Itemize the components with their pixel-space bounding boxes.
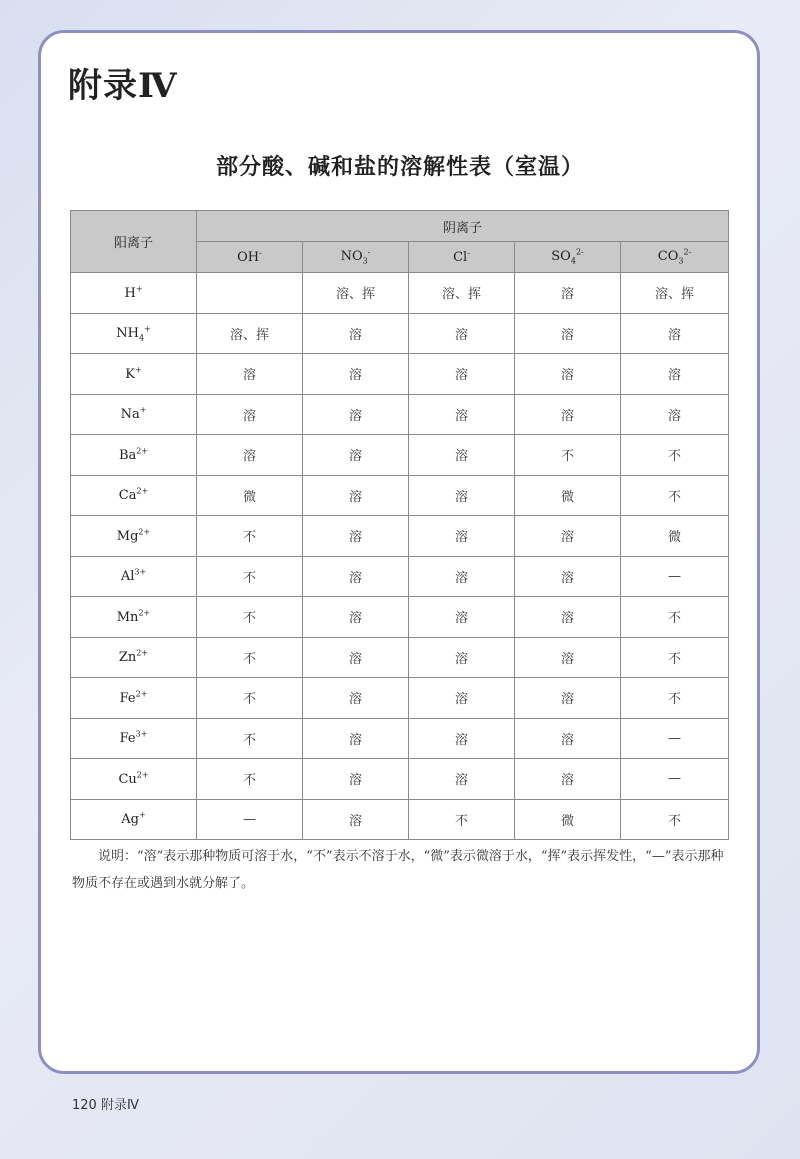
anion-formula: OH- (237, 248, 262, 266)
anion-formula: $SO_4^{2-}$ (551, 248, 584, 266)
anion-column-header (621, 242, 729, 273)
solubility-cell: — (621, 556, 729, 597)
cation-formula: $Al^{3+}$ (120, 568, 147, 585)
cation-formula: $Ba^{2+}$ (118, 446, 149, 463)
anion-column-header (303, 242, 409, 273)
solubility-cell: 溶 (303, 678, 409, 719)
solubility-cell: 溶 (409, 637, 515, 678)
solubility-cell: 溶 (303, 354, 409, 395)
solubility-table (70, 210, 729, 840)
cation-cell (71, 678, 197, 719)
table-row (71, 273, 729, 314)
cation-formula: $Fe^{2+}$ (119, 689, 148, 706)
solubility-cell: 溶 (515, 718, 621, 759)
solubility-cell: 溶 (303, 475, 409, 516)
cation-formula: Ag+ (121, 811, 146, 828)
solubility-cell: 不 (621, 597, 729, 638)
solubility-cell: 溶 (303, 516, 409, 557)
solubility-cell: 溶 (409, 597, 515, 638)
solubility-cell: 溶 (515, 678, 621, 719)
solubility-cell: 不 (621, 435, 729, 476)
solubility-cell: 微 (197, 475, 303, 516)
solubility-cell: 溶、挥 (197, 313, 303, 354)
appendix-title: 附录Ⅳ (68, 66, 178, 106)
cation-formula: $Mg^{2+}$ (116, 527, 151, 544)
anion-column-header (197, 242, 303, 273)
solubility-cell: 溶 (515, 597, 621, 638)
solubility-cell: 溶 (515, 273, 621, 314)
cation-cell (71, 759, 197, 800)
cation-cell (71, 556, 197, 597)
solubility-cell: 溶 (409, 313, 515, 354)
solubility-cell: 不 (197, 637, 303, 678)
table-row (71, 313, 729, 354)
table-row (71, 799, 729, 840)
solubility-cell: 微 (515, 799, 621, 840)
cation-cell (71, 637, 197, 678)
solubility-cell: 溶 (409, 475, 515, 516)
solubility-cell: 不 (515, 435, 621, 476)
solubility-cell: 溶 (515, 759, 621, 800)
table-row (71, 435, 729, 476)
solubility-cell: 不 (409, 799, 515, 840)
solubility-cell: 溶 (303, 799, 409, 840)
solubility-cell: — (621, 759, 729, 800)
solubility-cell: 溶 (303, 313, 409, 354)
anion-column-header (409, 242, 515, 273)
solubility-cell: 不 (621, 678, 729, 719)
cation-formula: $Fe^{3+}$ (119, 730, 148, 747)
table-row (71, 516, 729, 557)
solubility-cell: — (621, 718, 729, 759)
table-title: 部分酸、碱和盐的溶解性表（室温） (215, 154, 584, 180)
solubility-cell: 溶 (515, 516, 621, 557)
anion-formula: $CO_3^{2-}$ (657, 248, 692, 266)
table-row (71, 475, 729, 516)
solubility-cell: 溶 (621, 394, 729, 435)
solubility-cell: 溶 (303, 718, 409, 759)
solubility-cell: 溶 (303, 759, 409, 800)
cation-cell (71, 354, 197, 395)
solubility-cell: 溶 (515, 556, 621, 597)
cation-formula: $Cu^{2+}$ (118, 770, 149, 787)
cation-formula: H+ (124, 284, 143, 301)
cation-formula: Na+ (120, 406, 147, 423)
table-body (71, 273, 729, 840)
table-row (71, 678, 729, 719)
solubility-cell: 溶 (303, 556, 409, 597)
solubility-cell: 溶 (515, 354, 621, 395)
solubility-cell: 溶 (409, 354, 515, 395)
solubility-cell: 不 (197, 678, 303, 719)
solubility-cell: 溶、挥 (621, 273, 729, 314)
cation-cell (71, 597, 197, 638)
anion-formula: Cl- (453, 248, 470, 266)
cation-cell (71, 718, 197, 759)
cation-cell (71, 475, 197, 516)
solubility-cell: 不 (621, 475, 729, 516)
solubility-cell: 溶 (409, 435, 515, 476)
solubility-cell: 溶 (409, 394, 515, 435)
table-row (71, 556, 729, 597)
table-row (71, 759, 729, 800)
solubility-cell: 不 (197, 759, 303, 800)
solubility-cell: 不 (197, 556, 303, 597)
solubility-cell: 溶 (303, 394, 409, 435)
anion-formula: $NO_3^-$ (340, 248, 371, 266)
solubility-cell: 溶 (197, 394, 303, 435)
solubility-cell: 溶 (409, 718, 515, 759)
solubility-cell: 溶 (409, 516, 515, 557)
cation-formula: $Zn^{2+}$ (118, 649, 149, 666)
solubility-cell: 溶 (303, 435, 409, 476)
solubility-cell: 不 (197, 597, 303, 638)
solubility-cell: — (197, 799, 303, 840)
page-footer: 120 附录Ⅳ (72, 1098, 139, 1113)
cation-cell (71, 313, 197, 354)
solubility-cell: 溶 (515, 313, 621, 354)
solubility-cell: 微 (515, 475, 621, 516)
solubility-cell: 溶 (409, 556, 515, 597)
cation-formula: $Mn^{2+}$ (116, 608, 151, 625)
solubility-cell: 溶 (197, 435, 303, 476)
solubility-cell: 溶 (621, 354, 729, 395)
table-row (71, 718, 729, 759)
cation-cell (71, 273, 197, 314)
table-note: 说明：“溶”表示那种物质可溶于水，“不”表示不溶于水，“微”表示微溶于水，“挥”表示挥发性，“—”表示那种物质不存在或遇到水就分解了。 (72, 849, 724, 891)
solubility-cell: 溶 (303, 637, 409, 678)
solubility-cell (197, 273, 303, 314)
anion-header: 阴离子 (197, 211, 729, 242)
cation-formula: K+ (125, 365, 142, 382)
solubility-cell: 溶 (303, 597, 409, 638)
table-row (71, 597, 729, 638)
table-row (71, 354, 729, 395)
table-row (71, 637, 729, 678)
cation-cell (71, 516, 197, 557)
solubility-cell: 溶 (409, 759, 515, 800)
solubility-cell: 溶 (409, 678, 515, 719)
solubility-cell: 不 (197, 516, 303, 557)
solubility-cell: 溶 (621, 313, 729, 354)
cation-formula: $Ca^{2+}$ (118, 487, 149, 504)
cation-cell (71, 799, 197, 840)
cation-header: 阳离子 (71, 211, 197, 273)
solubility-cell: 溶 (515, 394, 621, 435)
solubility-cell: 微 (621, 516, 729, 557)
anion-column-header (515, 242, 621, 273)
solubility-cell: 不 (621, 799, 729, 840)
solubility-cell: 不 (621, 637, 729, 678)
table-row (71, 394, 729, 435)
solubility-cell: 溶、挥 (409, 273, 515, 314)
solubility-cell: 溶 (197, 354, 303, 395)
solubility-cell: 不 (197, 718, 303, 759)
cation-cell (71, 435, 197, 476)
cation-formula: $NH_4^+$ (116, 324, 151, 343)
solubility-cell: 溶 (515, 637, 621, 678)
cation-cell (71, 394, 197, 435)
solubility-cell: 溶、挥 (303, 273, 409, 314)
